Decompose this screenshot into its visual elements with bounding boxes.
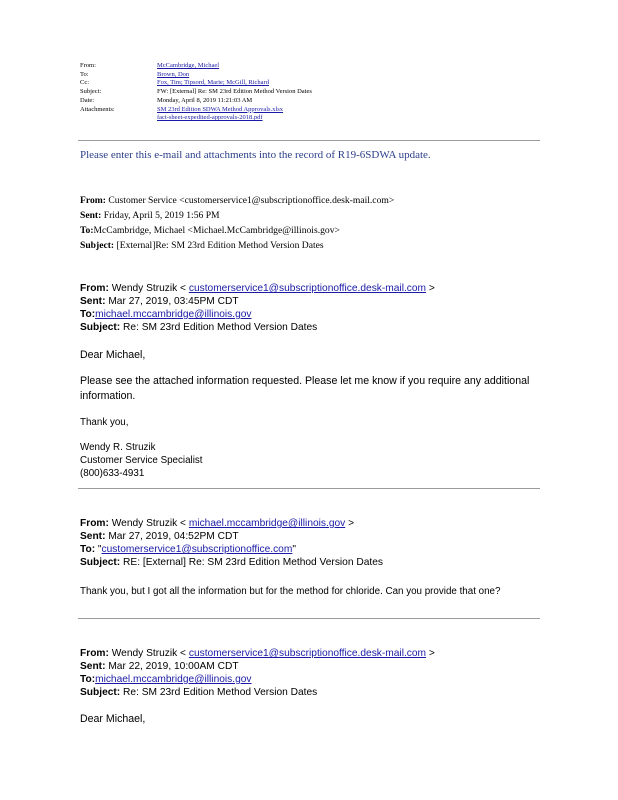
header-to-link[interactable]: Brown, Don bbox=[157, 70, 190, 78]
msg1-from-label: From: bbox=[80, 283, 109, 294]
header-from-row bbox=[80, 62, 312, 71]
msg2-from-name: Wendy Struzik bbox=[111, 518, 178, 529]
msg3-subject-row bbox=[80, 686, 435, 699]
divider bbox=[78, 488, 540, 489]
header-attachments-row bbox=[80, 106, 312, 115]
msg2-sent-label: Sent: bbox=[80, 531, 106, 542]
msg2-subject-value: RE: [External] Re: SM 23rd Edition Method Version Dates bbox=[123, 557, 383, 568]
msg2-subject-label: Subject: bbox=[80, 557, 121, 568]
forward-header bbox=[80, 193, 394, 253]
forward-sent-label: Sent: bbox=[80, 210, 102, 221]
forward-to-label: To: bbox=[80, 225, 94, 236]
msg1-to-email-link[interactable]: michael.mccambridge@illinois.gov bbox=[95, 309, 252, 320]
header-date-row bbox=[80, 97, 312, 106]
msg2-sent-value: Mar 27, 2019, 04:52PM CDT bbox=[108, 531, 239, 542]
email-header bbox=[80, 62, 312, 123]
header-cc-row bbox=[80, 79, 312, 88]
msg1-sig-title: Customer Service Specialist bbox=[80, 455, 203, 466]
forward-subject-row bbox=[80, 238, 394, 253]
header-date-value: Monday, April 8, 2019 11:21:03 AM bbox=[157, 96, 253, 104]
divider bbox=[78, 618, 540, 619]
msg3-sent-value: Mar 22, 2019, 10:00AM CDT bbox=[108, 661, 239, 672]
header-subject-row bbox=[80, 88, 312, 97]
msg1-sent-value: Mar 27, 2019, 03:45PM CDT bbox=[108, 296, 239, 307]
msg3-from-email-link[interactable]: customerservice1@subscriptionoffice.desk-mail.com bbox=[188, 648, 427, 659]
msg3-greeting: Dear Michael, bbox=[80, 713, 146, 725]
msg2-to-label: To: bbox=[80, 544, 96, 555]
attachment-link-pdf[interactable]: fact-sheet-expedited-approvals-2018.pdf bbox=[157, 114, 263, 122]
header-subject-label: Subject: bbox=[80, 88, 102, 96]
forward-from-row bbox=[80, 193, 394, 208]
msg2-body: Thank you, but I got all the information but for the method for chloride. Can you provide that one? bbox=[80, 586, 501, 597]
msg3-to-label: To: bbox=[80, 674, 96, 685]
msg1-from-email-link[interactable]: customerservice1@subscriptionoffice.desk-mail.com bbox=[188, 283, 427, 294]
msg1-signature bbox=[80, 441, 540, 480]
header-subject-value: FW: [External] Re: SM 23rd Edition Method Version Dates bbox=[157, 88, 312, 96]
msg1-sent-row bbox=[80, 295, 435, 308]
header-from-link[interactable]: McCambridge, Michael bbox=[157, 62, 220, 69]
header-from-label: From: bbox=[80, 62, 96, 69]
header-to-row bbox=[80, 71, 312, 80]
msg3-from-row: From: Wendy Struzik < customerservice1@subscriptionoffice.desk-mail.com > bbox=[80, 648, 435, 659]
msg1-sig-name: Wendy R. Struzik bbox=[80, 442, 156, 453]
forward-sent-value: Friday, April 5, 2019 1:56 PM bbox=[103, 210, 220, 221]
msg1-greeting: Dear Michael, bbox=[80, 349, 146, 361]
msg2-to-email-link[interactable]: customerservice1@subscriptionoffice.com bbox=[101, 544, 293, 555]
msg3-sent-label: Sent: bbox=[80, 661, 106, 672]
msg1-from-name: Wendy Struzik bbox=[111, 283, 178, 294]
header-to-label: To: bbox=[80, 70, 89, 78]
divider bbox=[78, 140, 540, 141]
msg1-body: Please see the attached information requested. Please let me know if you require any additional information. bbox=[80, 375, 530, 402]
msg1-to-label: To: bbox=[80, 309, 96, 320]
msg3-from-name: Wendy Struzik bbox=[111, 648, 178, 659]
msg2-subject-row bbox=[80, 556, 383, 569]
attachment-link-xlsx[interactable]: SM 23rd Edition SDWA Method Approvals.xlsx bbox=[157, 105, 284, 113]
msg2-to-row: To: "customerservice1@subscriptionoffice.com" bbox=[80, 544, 296, 555]
msg1-to-row bbox=[80, 308, 435, 321]
msg1-subject-row bbox=[80, 321, 435, 334]
forward-sent-row bbox=[80, 208, 394, 223]
record-note: Please enter this e-mail and attachments into the record of R19-6SDWA update. bbox=[80, 149, 431, 161]
msg3-subject-value: Re: SM 23rd Edition Method Version Dates bbox=[123, 687, 318, 698]
spacer bbox=[80, 114, 157, 123]
forward-subject-value: [External]Re: SM 23rd Edition Method Version Dates bbox=[116, 240, 324, 251]
msg1-sent-label: Sent: bbox=[80, 296, 106, 307]
msg1-header bbox=[80, 282, 435, 334]
msg2-from-row: From: Wendy Struzik < michael.mccambridge@illinois.gov > bbox=[80, 518, 355, 529]
msg3-subject-label: Subject: bbox=[80, 687, 121, 698]
header-cc-link[interactable]: Fox, Tim; Tipsord, Marie; McGill, Richard bbox=[157, 79, 269, 87]
msg3-to-row bbox=[80, 673, 435, 686]
msg2-from-label: From: bbox=[80, 518, 109, 529]
msg3-to-email-link[interactable]: michael.mccambridge@illinois.gov bbox=[95, 674, 252, 685]
msg1-subject-value: Re: SM 23rd Edition Method Version Dates bbox=[123, 322, 318, 333]
forward-to-row bbox=[80, 223, 394, 238]
header-attachments-label: Attachments: bbox=[80, 105, 115, 113]
msg1-sig-phone: (800)633-4931 bbox=[80, 468, 145, 479]
forward-from-label: From: bbox=[80, 195, 106, 206]
msg1-subject-label: Subject: bbox=[80, 322, 121, 333]
header-attachments-row-2 bbox=[80, 114, 312, 123]
msg3-header bbox=[80, 647, 435, 699]
header-cc-label: Cc: bbox=[80, 79, 90, 87]
forward-to-value: McCambridge, Michael <Michael.McCambridge@illinois.gov> bbox=[93, 225, 340, 236]
forward-subject-label: Subject: bbox=[80, 240, 115, 251]
msg2-sent-row bbox=[80, 530, 383, 543]
msg1-from-row: From: Wendy Struzik < customerservice1@subscriptionoffice.desk-mail.com > bbox=[80, 283, 435, 294]
msg2-from-email-link[interactable]: michael.mccambridge@illinois.gov bbox=[188, 518, 346, 529]
msg1-thanks: Thank you, bbox=[80, 417, 129, 428]
msg3-sent-row bbox=[80, 660, 435, 673]
msg2-header bbox=[80, 517, 383, 569]
header-date-label: Date: bbox=[80, 96, 95, 104]
msg3-from-label: From: bbox=[80, 648, 109, 659]
forward-from-value: Customer Service <customerservice1@subscriptionoffice.desk-mail.com> bbox=[108, 195, 395, 206]
